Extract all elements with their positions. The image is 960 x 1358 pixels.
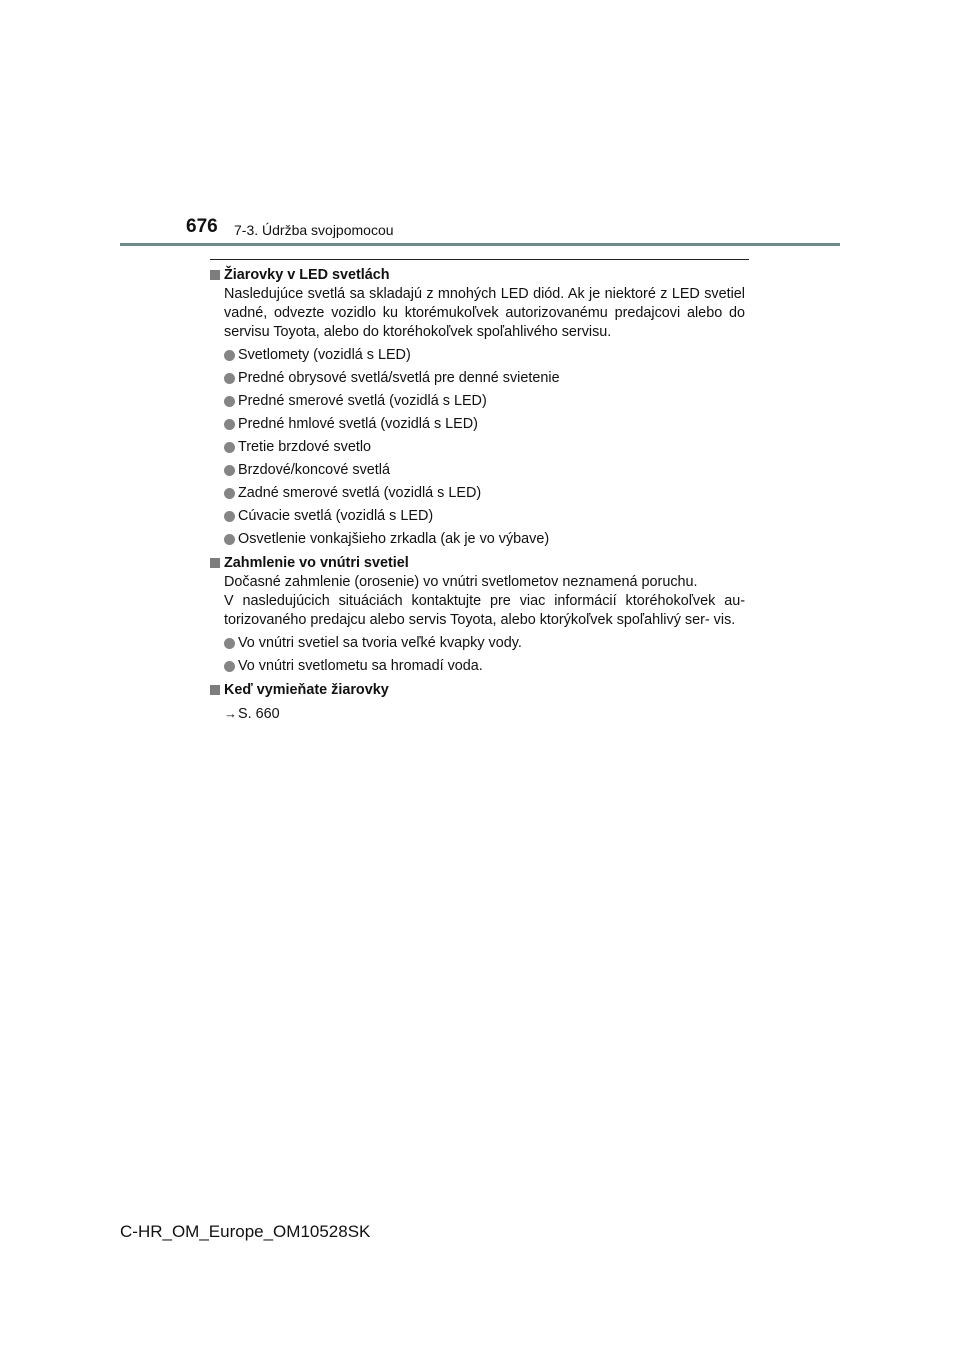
paragraph-fogging-contact <box>210 592 745 630</box>
paragraph-line: torizovaného predajcu alebo servis Toyota, alebo ktorýkoľvek spoľahlivý ser- <box>224 612 710 628</box>
paragraph-led-bulbs <box>210 285 745 342</box>
paragraph-line: svetiel vadné, odvezte vozidlo ku ktorémukoľvek autorizovanému predajcovi <box>224 286 745 321</box>
list-item-text: Vo vnútri svetiel sa tvoria veľké kvapky vody. <box>238 635 522 651</box>
list-item-text: Brzdové/koncové svetlá <box>238 462 390 478</box>
heading-led-bulbs <box>210 266 745 285</box>
header-rule <box>120 243 840 246</box>
round-bullet-icon <box>224 661 235 672</box>
list-item <box>210 461 745 480</box>
list-item <box>210 484 745 503</box>
heading-text: Zahmlenie vo vnútri svetiel <box>224 555 409 571</box>
round-bullet-icon <box>224 488 235 499</box>
section-label: 7-3. Údržba svojpomocou <box>234 222 394 238</box>
round-bullet-icon <box>224 442 235 453</box>
square-bullet-icon <box>210 270 220 280</box>
round-bullet-icon <box>224 373 235 384</box>
paragraph-line: V nasledujúcich situáciách kontaktujte pre viac informácií ktoréhokoľvek au- <box>224 593 745 609</box>
arrow-right-icon: → <box>224 706 237 721</box>
heading-text: Keď vymieňate žiarovky <box>224 682 389 698</box>
heading-replacing <box>210 681 745 700</box>
heading-text: Žiarovky v LED svetlách <box>224 267 390 283</box>
page-reference-text: S. 660 <box>238 706 280 722</box>
heading-fogging <box>210 554 745 573</box>
square-bullet-icon <box>210 685 220 695</box>
list-item <box>210 438 745 457</box>
list-item-text: Zadné smerové svetlá (vozidlá s LED) <box>238 485 482 501</box>
paragraph-line: Nasledujúce svetlá sa skladajú z mnohých LED diód. Ak je niektoré z LED <box>224 286 700 302</box>
list-item-text: Cúvacie svetlá (vozidlá s LED) <box>238 508 434 524</box>
paragraph-line: vis. <box>713 612 736 628</box>
list-item-text: Vo vnútri svetlometu sa hromadí voda. <box>238 658 483 674</box>
list-item <box>210 392 745 411</box>
content-top-rule <box>210 259 749 260</box>
list-item <box>210 507 745 526</box>
round-bullet-icon <box>224 638 235 649</box>
round-bullet-icon <box>224 419 235 430</box>
footer-doc-id: C-HR_OM_Europe_OM10528SK <box>120 1222 371 1241</box>
list-item <box>210 657 745 676</box>
list-item <box>210 346 745 365</box>
paragraph-fogging-intro <box>210 573 745 592</box>
list-item-text: Predné smerové svetlá (vozidlá s LED) <box>238 393 487 409</box>
round-bullet-icon <box>224 396 235 407</box>
list-item <box>210 415 745 434</box>
list-item <box>210 530 745 549</box>
list-item <box>210 634 745 653</box>
list-item <box>210 369 745 388</box>
round-bullet-icon <box>224 465 235 476</box>
list-item-text: Predné hmlové svetlá (vozidlá s LED) <box>238 416 478 432</box>
list-item-text: Tretie brzdové svetlo <box>238 439 372 455</box>
round-bullet-icon <box>224 534 235 545</box>
round-bullet-icon <box>224 511 235 522</box>
page-reference <box>210 704 745 724</box>
paragraph-line: alebo do servisu Toyota, alebo do ktoréhokoľvek spoľahlivého servisu. <box>224 305 746 340</box>
square-bullet-icon <box>210 558 220 568</box>
page-number: 676 <box>186 216 218 237</box>
list-item-text: Predné obrysové svetlá/svetlá pre denné svietenie <box>238 370 560 386</box>
paragraph-line: Dočasné zahmlenie (orosenie) vo vnútri svetlometov neznamená poruchu. <box>224 574 698 590</box>
list-item-text: Osvetlenie vonkajšieho zrkadla (ak je vo výbave) <box>238 531 550 547</box>
round-bullet-icon <box>224 350 235 361</box>
list-item-text: Svetlomety (vozidlá s LED) <box>238 347 411 363</box>
content <box>210 266 745 724</box>
